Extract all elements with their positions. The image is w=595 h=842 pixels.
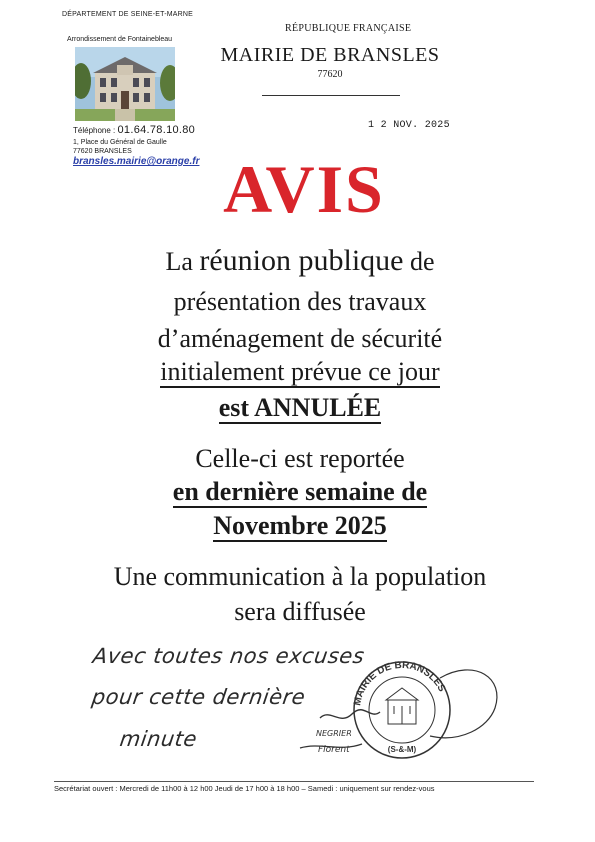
handwritten-line-1: Avec toutes nos excuses [91,644,367,668]
notice-line-10: sera diffusée [234,597,366,626]
handwritten-line-3: minute [118,727,199,751]
signature-name: NEGRIER [316,729,352,738]
notice-line-2: présentation des travaux [173,287,427,316]
town-hall-photo [75,47,175,121]
phone-number: 01.64.78.10.80 [117,124,196,136]
address-line-1: 1, Place du Général de Gaulle [73,139,167,146]
footer-hours: Secrétariat ouvert : Mercredi de 11h00 à 12 h00 Jeudi de 17 h00 à 18 h00 – Samedi : uniquement sur rendez-vous [54,784,435,793]
phone-line [73,124,195,136]
date-stamp: 1 2 NOV. 2025 [368,120,450,131]
notice-line-1 [0,244,595,278]
notice-line-1-b: réunion publique [199,244,404,277]
notice-line-1-a: La [165,247,200,276]
mairie-stamp-and-signature [290,648,510,768]
handwritten-line-2: pour cette dernière [90,685,308,709]
arrondissement-label: Arrondissement de Fontainebleau [67,36,173,43]
notice-line-7 [0,477,595,507]
stamp-text-bottom: (S-&-M) [387,745,417,754]
republique-label: RÉPUBLIQUE FRANÇAISE [285,23,412,34]
notice-line-5-text: est ANNULÉE [218,393,382,422]
notice-line-4-text: initialement prévue ce jour [160,357,440,386]
postal-code: 77620 [317,69,343,80]
notice-line-8-text: Novembre 2025 [213,511,387,540]
notice-line-8 [0,511,595,541]
footer-divider [54,781,534,782]
signature-first-name: Florent [318,745,350,755]
mairie-title: MAIRIE DE BRANSLES [220,44,440,66]
email-link[interactable]: bransles.mairie@orange.fr [73,156,200,167]
stamp-text-top: MAIRIE DE BRANSLES [352,659,448,707]
phone-label: Téléphone : [73,126,116,135]
notice-title: AVIS [223,151,385,227]
notice-line-3: d’aménagement de sécurité [157,324,443,353]
notice-line-5 [0,393,595,423]
department-label: DÉPARTEMENT DE SEINE-ET-MARNE [62,11,194,18]
address-line-2: 77620 BRANSLES [73,148,132,155]
header-divider [262,95,400,96]
notice-line-9: Une communication à la population [113,562,487,591]
notice-line-7-text: en dernière semaine de [172,477,428,506]
notice-line-6: Celle-ci est reportée [195,444,405,473]
notice-line-4 [0,357,595,387]
notice-line-1-c: de [403,247,435,276]
